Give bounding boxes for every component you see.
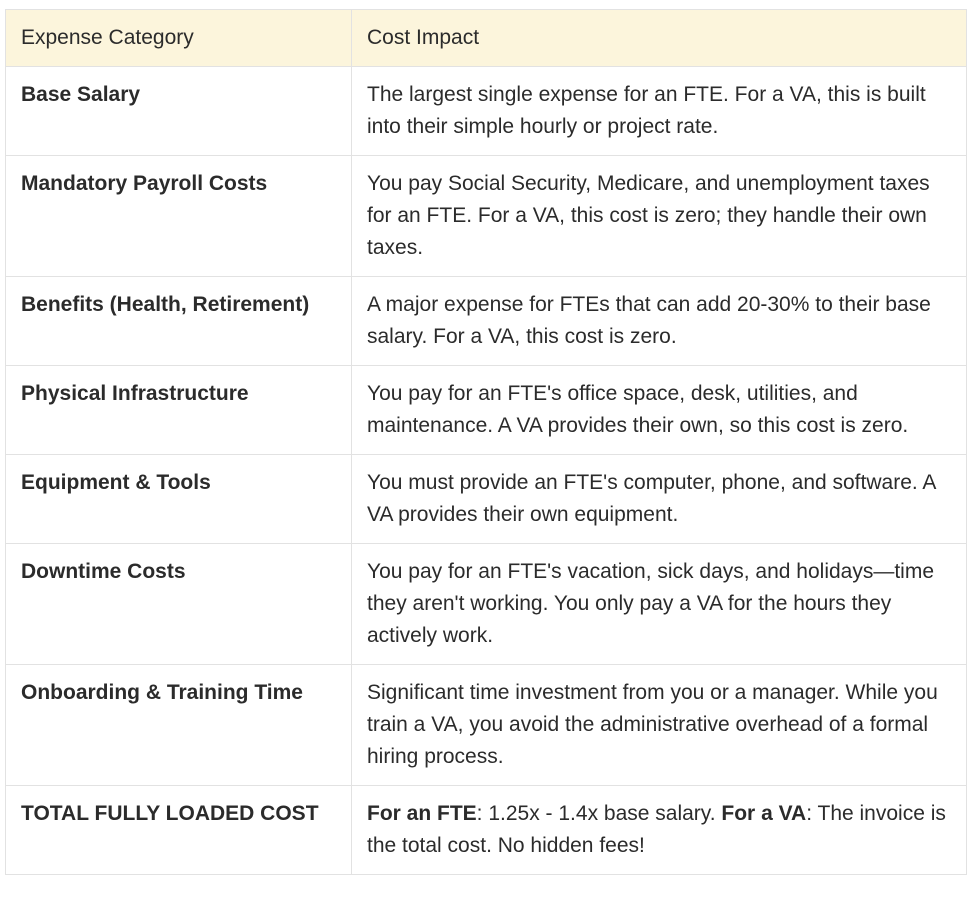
row-impact: You pay Social Security, Medicare, and unemployment taxes for an FTE. For a VA, this cost is zero; they handle their own taxes.	[352, 156, 967, 277]
row-category: Mandatory Payroll Costs	[6, 156, 352, 277]
table-row	[6, 366, 967, 455]
table-row	[6, 156, 967, 277]
header-row	[6, 10, 967, 67]
table-row-total	[6, 786, 967, 875]
table-row	[6, 277, 967, 366]
header-cost-impact: Cost Impact	[352, 10, 967, 67]
row-impact: Significant time investment from you or a manager. While you train a VA, you avoid the administrative overhead of a formal hiring process.	[352, 665, 967, 786]
fte-label: For an FTE	[367, 802, 477, 825]
cost-comparison-table	[5, 9, 967, 875]
row-category: Equipment & Tools	[6, 455, 352, 544]
row-impact: You pay for an FTE's office space, desk, utilities, and maintenance. A VA provides their own, so this cost is zero.	[352, 366, 967, 455]
row-impact-total	[352, 786, 967, 875]
row-category: Base Salary	[6, 67, 352, 156]
va-label: For a VA	[721, 802, 807, 825]
table-body	[6, 67, 967, 875]
table-row	[6, 455, 967, 544]
cost-comparison-table-wrapper	[5, 9, 966, 875]
row-impact: The largest single expense for an FTE. For a VA, this is built into their simple hourly or project rate.	[352, 67, 967, 156]
row-category: Physical Infrastructure	[6, 366, 352, 455]
table-row	[6, 544, 967, 665]
row-category: Benefits (Health, Retirement)	[6, 277, 352, 366]
va-text: : The invoice is the total cost. No hidden fees!	[367, 802, 946, 857]
row-impact: You must provide an FTE's computer, phone, and software. A VA provides their own equipment.	[352, 455, 967, 544]
row-category-total: TOTAL FULLY LOADED COST	[6, 786, 352, 875]
table-header	[6, 10, 967, 67]
fte-text: : 1.25x - 1.4x base salary.	[476, 802, 722, 825]
row-impact: A major expense for FTEs that can add 20-30% to their base salary. For a VA, this cost is zero.	[352, 277, 967, 366]
row-impact: You pay for an FTE's vacation, sick days, and holidays—time they aren't working. You only pay a VA for the hours they actively work.	[352, 544, 967, 665]
row-category: Downtime Costs	[6, 544, 352, 665]
row-category: Onboarding & Training Time	[6, 665, 352, 786]
table-row	[6, 67, 967, 156]
table-row	[6, 665, 967, 786]
header-expense-category: Expense Category	[6, 10, 352, 67]
